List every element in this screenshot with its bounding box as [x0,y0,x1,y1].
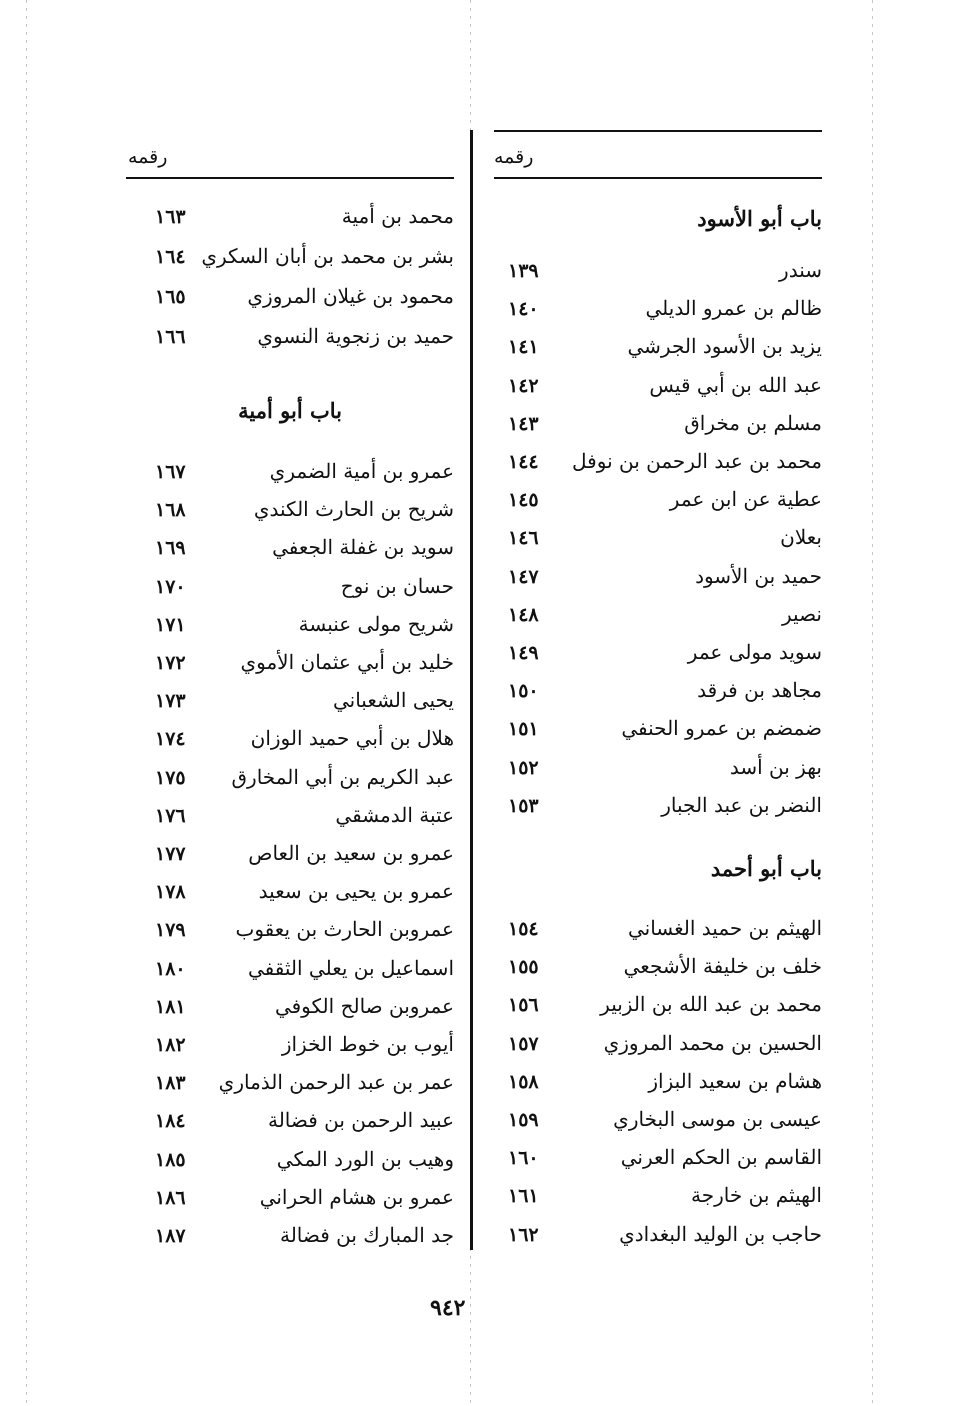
entry-number: ١٦١ [508,1185,539,1208]
entry-number: ١٤٧ [508,565,539,588]
entry-number: ١٥٩ [508,1109,539,1131]
entry-name: خليد بن أبي عثمان الأموي [240,650,454,674]
entry-number: ١٨٦ [155,1186,186,1209]
entry-number: ١٥٢ [508,756,539,779]
entry-name: سويد مولى عمر [687,640,822,664]
entry-number: ١٧٢ [155,652,186,674]
entry-name: حسان بن نوح [340,573,454,598]
entry-name: عمر بن عبد الرحمن الذماري [218,1070,454,1095]
entry-name: عمروبن الحارث بن يعقوب [235,917,454,942]
entry-name: سويد بن غفلة الجعفي [272,535,454,560]
entry-number: ١٨٥ [155,1148,186,1171]
entry-name: عبيد الرحمن بن فضالة [267,1108,454,1133]
entry-number: ١٧١ [155,613,186,636]
page-number: ٩٤٢ [430,1295,466,1321]
entry-name: بهز بن أسد [729,754,822,779]
entry-name: الحسين بن محمد المروزي [603,1030,822,1055]
section-title: باب أبو أحمد [710,856,822,881]
entry-name: عبد الكريم بن أبي المخارق [231,764,454,789]
entry-name: مجاهد بن فرقد [697,678,822,703]
section-title: باب أبو الأسود [697,206,822,231]
entry-name: سندر [779,258,822,282]
entry-number: ١٤١ [508,336,539,359]
entry-number: ١٧٠ [155,575,186,598]
entry-number: ١٤٠ [508,298,539,321]
entry-number: ١٤٣ [508,412,539,435]
entry-name: عمرو بن أمية الضمري [269,459,454,483]
entry-number: ١٨٢ [155,1034,186,1056]
entry-number: ١٤٢ [508,374,539,397]
entry-number: ١٤٤ [508,451,539,473]
entry-number: ١٦٢ [508,1223,539,1246]
entry-name: هلال بن أبي حميد الوزان [250,726,454,751]
entry-name: محمد بن عبد الرحمن بن نوفل [572,449,822,473]
entry-number: ١٧٤ [155,728,186,751]
entry-number: ١٧٥ [155,766,186,789]
right-header-rule [494,177,822,179]
entry-name: عيسى بن موسى البخاري [613,1107,822,1131]
entry-number: ١٥٣ [508,794,539,817]
section-title: باب أبو أمية [238,398,342,423]
entry-number: ١٥١ [508,718,539,741]
right-column-header: رقمه [494,146,534,168]
entry-name: القاسم بن الحكم العرني [620,1145,822,1170]
right-top-rule [494,130,822,132]
entry-name: عتبة الدمشقي [335,802,454,827]
entry-number: ١٤٩ [508,642,539,664]
entry-number: ١٨١ [155,995,186,1018]
entry-number: ١٦٦ [155,326,186,348]
entry-number: ١٦٩ [155,537,186,560]
entry-number: ١٧٨ [155,881,186,904]
entry-number: ١٤٦ [508,527,539,550]
entry-number: ١٦٣ [155,206,186,228]
entry-name: الهيثم بن حميد الغساني [627,916,822,940]
entry-name: حاجب بن الوليد البغدادي [619,1221,822,1246]
left-header-rule [126,177,454,179]
entry-name: ظالم بن عمرو الديلي [645,296,822,321]
entry-name: عبد الله بن أبي قيس [649,372,822,397]
entry-number: ١٥٨ [508,1070,539,1093]
entry-number: ١٦٠ [508,1147,539,1170]
entry-number: ١٤٥ [508,489,539,512]
entry-name: بعلان [780,525,822,550]
entry-name: اسماعيل بن يعلي الثقفي [247,955,454,980]
entry-name: نصير [782,601,822,626]
entry-number: ١٥٧ [508,1032,539,1055]
entry-name: شريح مولى عنبسة [298,611,454,636]
entry-name: مسلم بن مخراق [684,410,822,435]
entry-name: شريح بن الحارث الكندي [253,497,454,522]
entry-number: ١٤٨ [508,603,539,626]
left-column-header: رقمه [128,146,168,168]
entry-number: ١٧٩ [155,919,186,942]
scan-guide [26,0,27,1406]
entry-name: محمد بن عبد الله بن الزبير [600,992,822,1017]
entry-number: ١٣٩ [508,260,539,282]
entry-name: عمروبن صالح الكوفي [274,993,454,1018]
entry-name: هشام بن سعيد البزاز [648,1068,822,1093]
entry-number: ١٧٦ [155,804,186,827]
scan-guide [872,0,873,1406]
entry-number: ١٦٥ [155,286,186,308]
entry-number: ١٥٤ [508,918,539,940]
entry-name: عمرو بن هشام الحراني [259,1184,454,1209]
entry-number: ١٨٣ [155,1072,186,1095]
entry-name: وهيب بن الورد المكي [276,1146,454,1171]
entry-name: ضمضم بن عمرو الحنفي [621,716,822,741]
entry-number: ١٥٠ [508,680,539,703]
entry-name: عطية عن ابن عمر [669,487,822,512]
entry-name: النضر بن عبد الجبار [661,792,822,817]
entry-number: ١٥٦ [508,994,539,1017]
entry-name: يزيد بن الأسود الجرشي [627,334,822,359]
entry-name: عمرو بن يحيى بن سعيد [258,879,454,904]
entry-name: عمرو بن سعيد بن العاص [248,841,454,865]
entry-name: محمد بن أمية [341,204,454,228]
column-divider [470,130,473,1250]
entry-number: ١٦٨ [155,499,186,522]
entry-number: ١٨٤ [155,1110,186,1133]
entry-number: ١٥٥ [508,956,539,979]
entry-name: بشر بن محمد بن أبان السكري [201,244,454,268]
entry-number: ١٧٣ [155,690,186,713]
entry-number: ١٧٧ [155,843,186,865]
entry-name: محمود بن غيلان المروزي [247,284,454,308]
entry-name: أيوب بن خوط الخزاز [281,1032,454,1056]
entry-name: يحيى الشعباني [332,688,454,713]
entry-number: ١٦٤ [155,246,186,268]
entry-name: الهيثم بن خارجة [691,1183,822,1208]
entry-number: ١٨٧ [155,1225,186,1247]
entry-number: ١٦٧ [155,461,186,483]
entry-name: حميد بن زنجوية النسوي [257,324,454,348]
entry-number: ١٨٠ [155,957,186,980]
entry-name: جد المبارك بن فضالة [279,1223,454,1247]
entry-name: حميد بن الأسود [695,563,822,588]
entry-name: خلف بن خليفة الأشجعي [623,954,822,979]
